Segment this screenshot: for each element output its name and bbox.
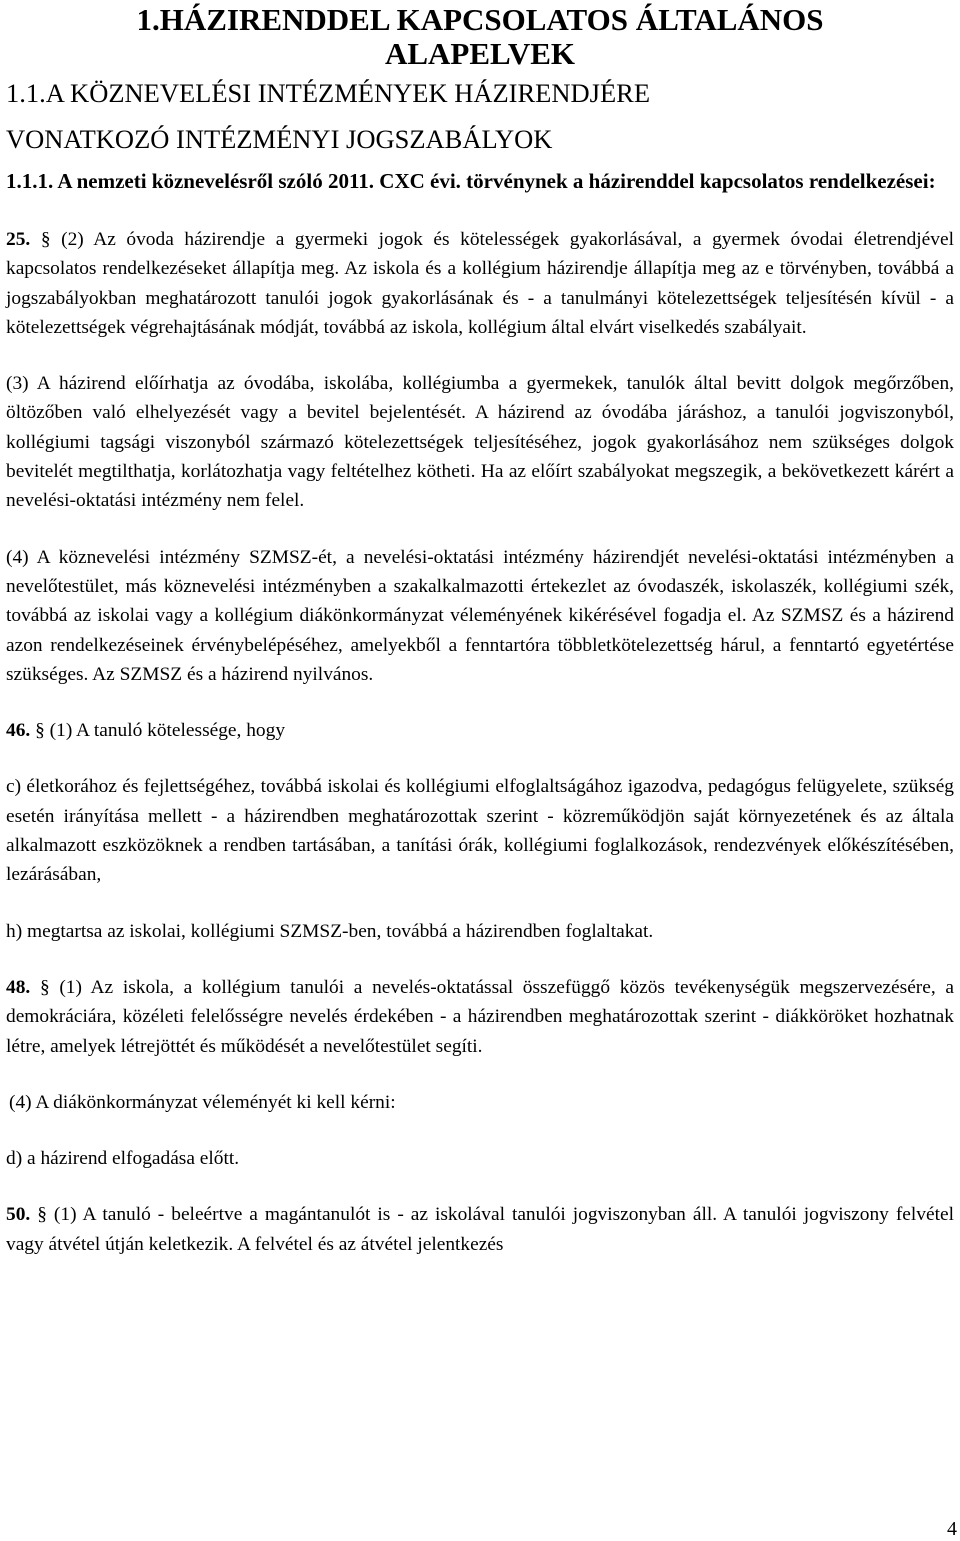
paragraph-50-1-text: (1) A tanuló - beleértve a magántanulót is - az iskolával tanulói jogviszonyban áll. A tanulói jogviszony felvétel vagy átvétel útján keletkezik. A felvétel és az átvétel jelentkezés (6, 1204, 954, 1255)
paragraph-46-c: c) életkorához és fejlettségéhez, továbbá iskolai és kollégiumi elfoglaltságához igazodva, pedagógus felügyelete, szükség esetén irányítása mellett - a házirendben meghatározottak szerint - közreműködjön saját környezetének és az általa alkalmazott eszközöknek a rendben tartásában, a tanítási órák, kollégiumi foglalkozások, rendezvények előkészítésében, lezárásában, (6, 776, 954, 886)
paragraph-25-2 (6, 225, 954, 342)
section-number-48: 48. (6, 976, 31, 998)
paragraph-25-4: (4) A köznevelési intézmény SZMSZ-ét, a nevelési-oktatási intézmény házirendjét nevelési-oktatási intézményben a nevelőtestület, más köznevelési intézményben a szakalkalmazotti értekezlet az óvodaszék, iskolaszék, kollégiumi szék, továbbá az iskolai vagy a kollégium diákönkormányzat véleményének kikérésével fogadja el. Az SZMSZ és a házirend azon rendelkezéseinek érvénybelépéséhez, amelyekből a fenntartóra többletkötelezettség hárul, a fenntartó egyetértése szükséges. Az SZMSZ és a házirend nyilvános. (6, 546, 954, 685)
document-page (6, 0, 954, 1259)
section-number-25: 25. (6, 229, 31, 250)
paragraph-48-4: (4) A diákönkormányzat véleményét ki kell kérni: (9, 1091, 396, 1113)
section-title-line-2: VONATKOZÓ INTÉZMÉNYI JOGSZABÁLYOK (6, 124, 553, 154)
chapter-title-line-2: ALAPELVEK (384, 36, 576, 71)
subsection-title: 1.1.1. A nemzeti köznevelésről szóló 2011. CXC évi. törvénynek a házirenddel kapcsolatos rendelkezései: (6, 169, 936, 193)
section-title-line-1: 1.1.A KÖZNEVELÉSI INTÉZMÉNYEK HÁZIRENDJÉRE (6, 78, 651, 108)
paragraph-46-h: h) megtartsa az iskolai, kollégiumi SZMSZ-ben, továbbá a házirendben foglaltakat. (6, 920, 654, 942)
section-number-50: 50. (6, 1204, 31, 1226)
paragraph-48-d: d) a házirend elfogadása előtt. (6, 1148, 240, 1170)
paragraph-sign: § (40, 229, 51, 250)
paragraph-25-2-text: (2) Az óvoda házirendje a gyermeki jogok és kötelességek gyakorlásával, a gyermek óvodai életrendjével kapcsolatos rendelkezéseket állapítja meg. Az iskola és a kollégium házirendje állapítja meg az e törvényben, továbbá a jogszabályokban meghatározott tanulói jogok gyakorlásának és - a tanulmányi kötelezettségek teljesítésén kívül - a kötelezettségek végrehajtásának módját, továbbá az iskola, kollégium által elvárt viselkedés szabályait. (6, 229, 954, 338)
paragraph-sign: § (39, 976, 50, 998)
paragraph-48-1 (6, 973, 954, 1061)
paragraph-sign: § (35, 720, 45, 742)
paragraph-25-3: (3) A házirend előírhatja az óvodába, iskolába, kollégiumba a gyermekek, tanulók által bevitt dolgok megőrzőben, öltözőben való elhelyezését vagy a bevitel bejelentését. A házirend az óvodába járáshoz, a tanulói jogviszonyból, kollégiumi tagsági viszonyból származó kötelezettségek teljesítéséhez, jogok gyakorlásához nem szükséges dolgok bevitelét megtilthatja, korlátozhatja vagy feltételhez kötheti. Ha az előírt szabályokat megszegik, a bekövetkezett kárért a nevelési-oktatási intézmény nem felel. (6, 373, 954, 512)
page-number: 4 (947, 1518, 957, 1540)
paragraph-48-1-text: (1) Az iskola, a kollégium tanulói a nevelés-oktatással összefüggő közös tevékenységük megszervezésére, a demokráciára, közéleti felelősségre nevelés érdekében - a házirendben meghatározottak szerint - diákköröket hozhatnak létre, amelyek létrejöttét és működését a nevelőtestület segíti. (6, 976, 954, 1057)
paragraph-46-1-text: (1) A tanuló kötelessége, hogy (49, 720, 286, 742)
section-title (6, 70, 954, 162)
paragraph-sign: § (37, 1204, 47, 1226)
chapter-title-line-1: 1.HÁZIRENDDEL KAPCSOLATOS ÁLTALÁNOS (136, 2, 824, 37)
paragraph-50-1 (6, 1200, 954, 1259)
paragraph-46-1 (6, 716, 954, 745)
chapter-title (6, 0, 954, 71)
section-number-46: 46. (6, 720, 31, 742)
